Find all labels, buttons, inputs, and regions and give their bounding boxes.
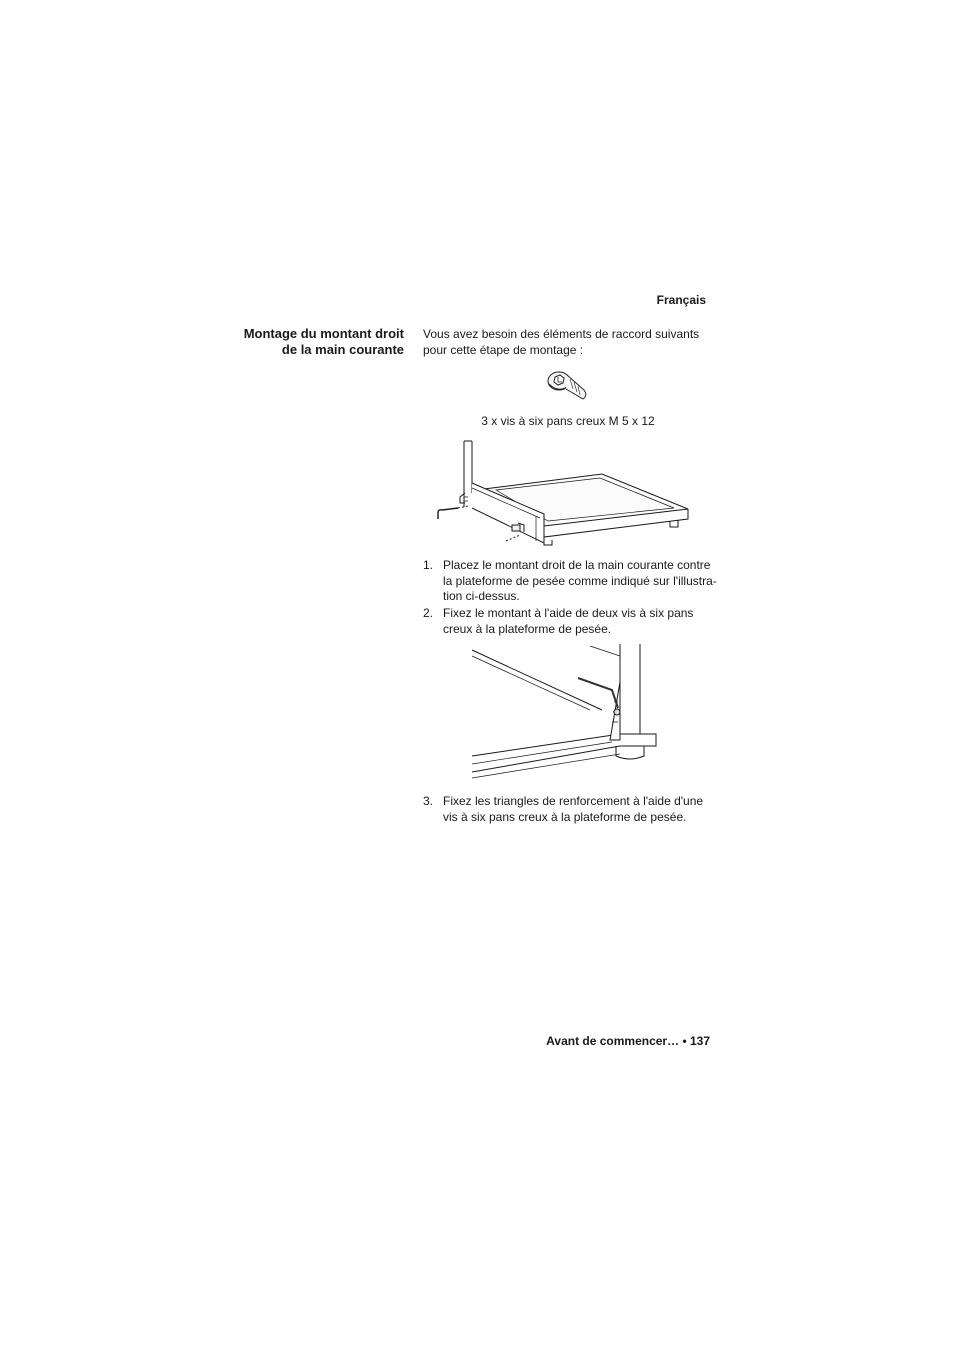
section-title: Montage du montant droit de la main courante (243, 326, 404, 357)
intro-paragraph: Vous avez besoin des éléments de raccord suivants pour cette étape de montage : (423, 327, 700, 357)
reinforcement-triangle-figure (470, 642, 660, 780)
step-2 (423, 606, 718, 637)
step-3-text: Fixez les triangles de renforcement à l'aide d'une vis à six pans creux à la plateforme de pesée. (443, 794, 704, 824)
language-label: Français (656, 293, 706, 307)
page-footer: Avant de commencer… • 137 (546, 1034, 710, 1048)
step-1 (423, 558, 718, 605)
step-3-number: 3. (423, 794, 434, 808)
platform-assembly-figure (432, 437, 700, 549)
step-2-text: Fixez le montant à l'aide de deux vis à six pans creux à la plateforme de pesée. (443, 606, 694, 636)
step-3 (423, 794, 718, 825)
step-2-number: 2. (423, 606, 434, 620)
step-1-number: 1. (423, 558, 434, 572)
parts-caption: 3 x vis à six pans creux M 5 x 12 (481, 414, 655, 428)
hex-screw-illustration (546, 366, 590, 408)
step-1-text: Placez le montant droit de la main courante contre la plateforme de pesée comme indiqué sur l'illustra-tion ci-dessus. (443, 558, 717, 603)
